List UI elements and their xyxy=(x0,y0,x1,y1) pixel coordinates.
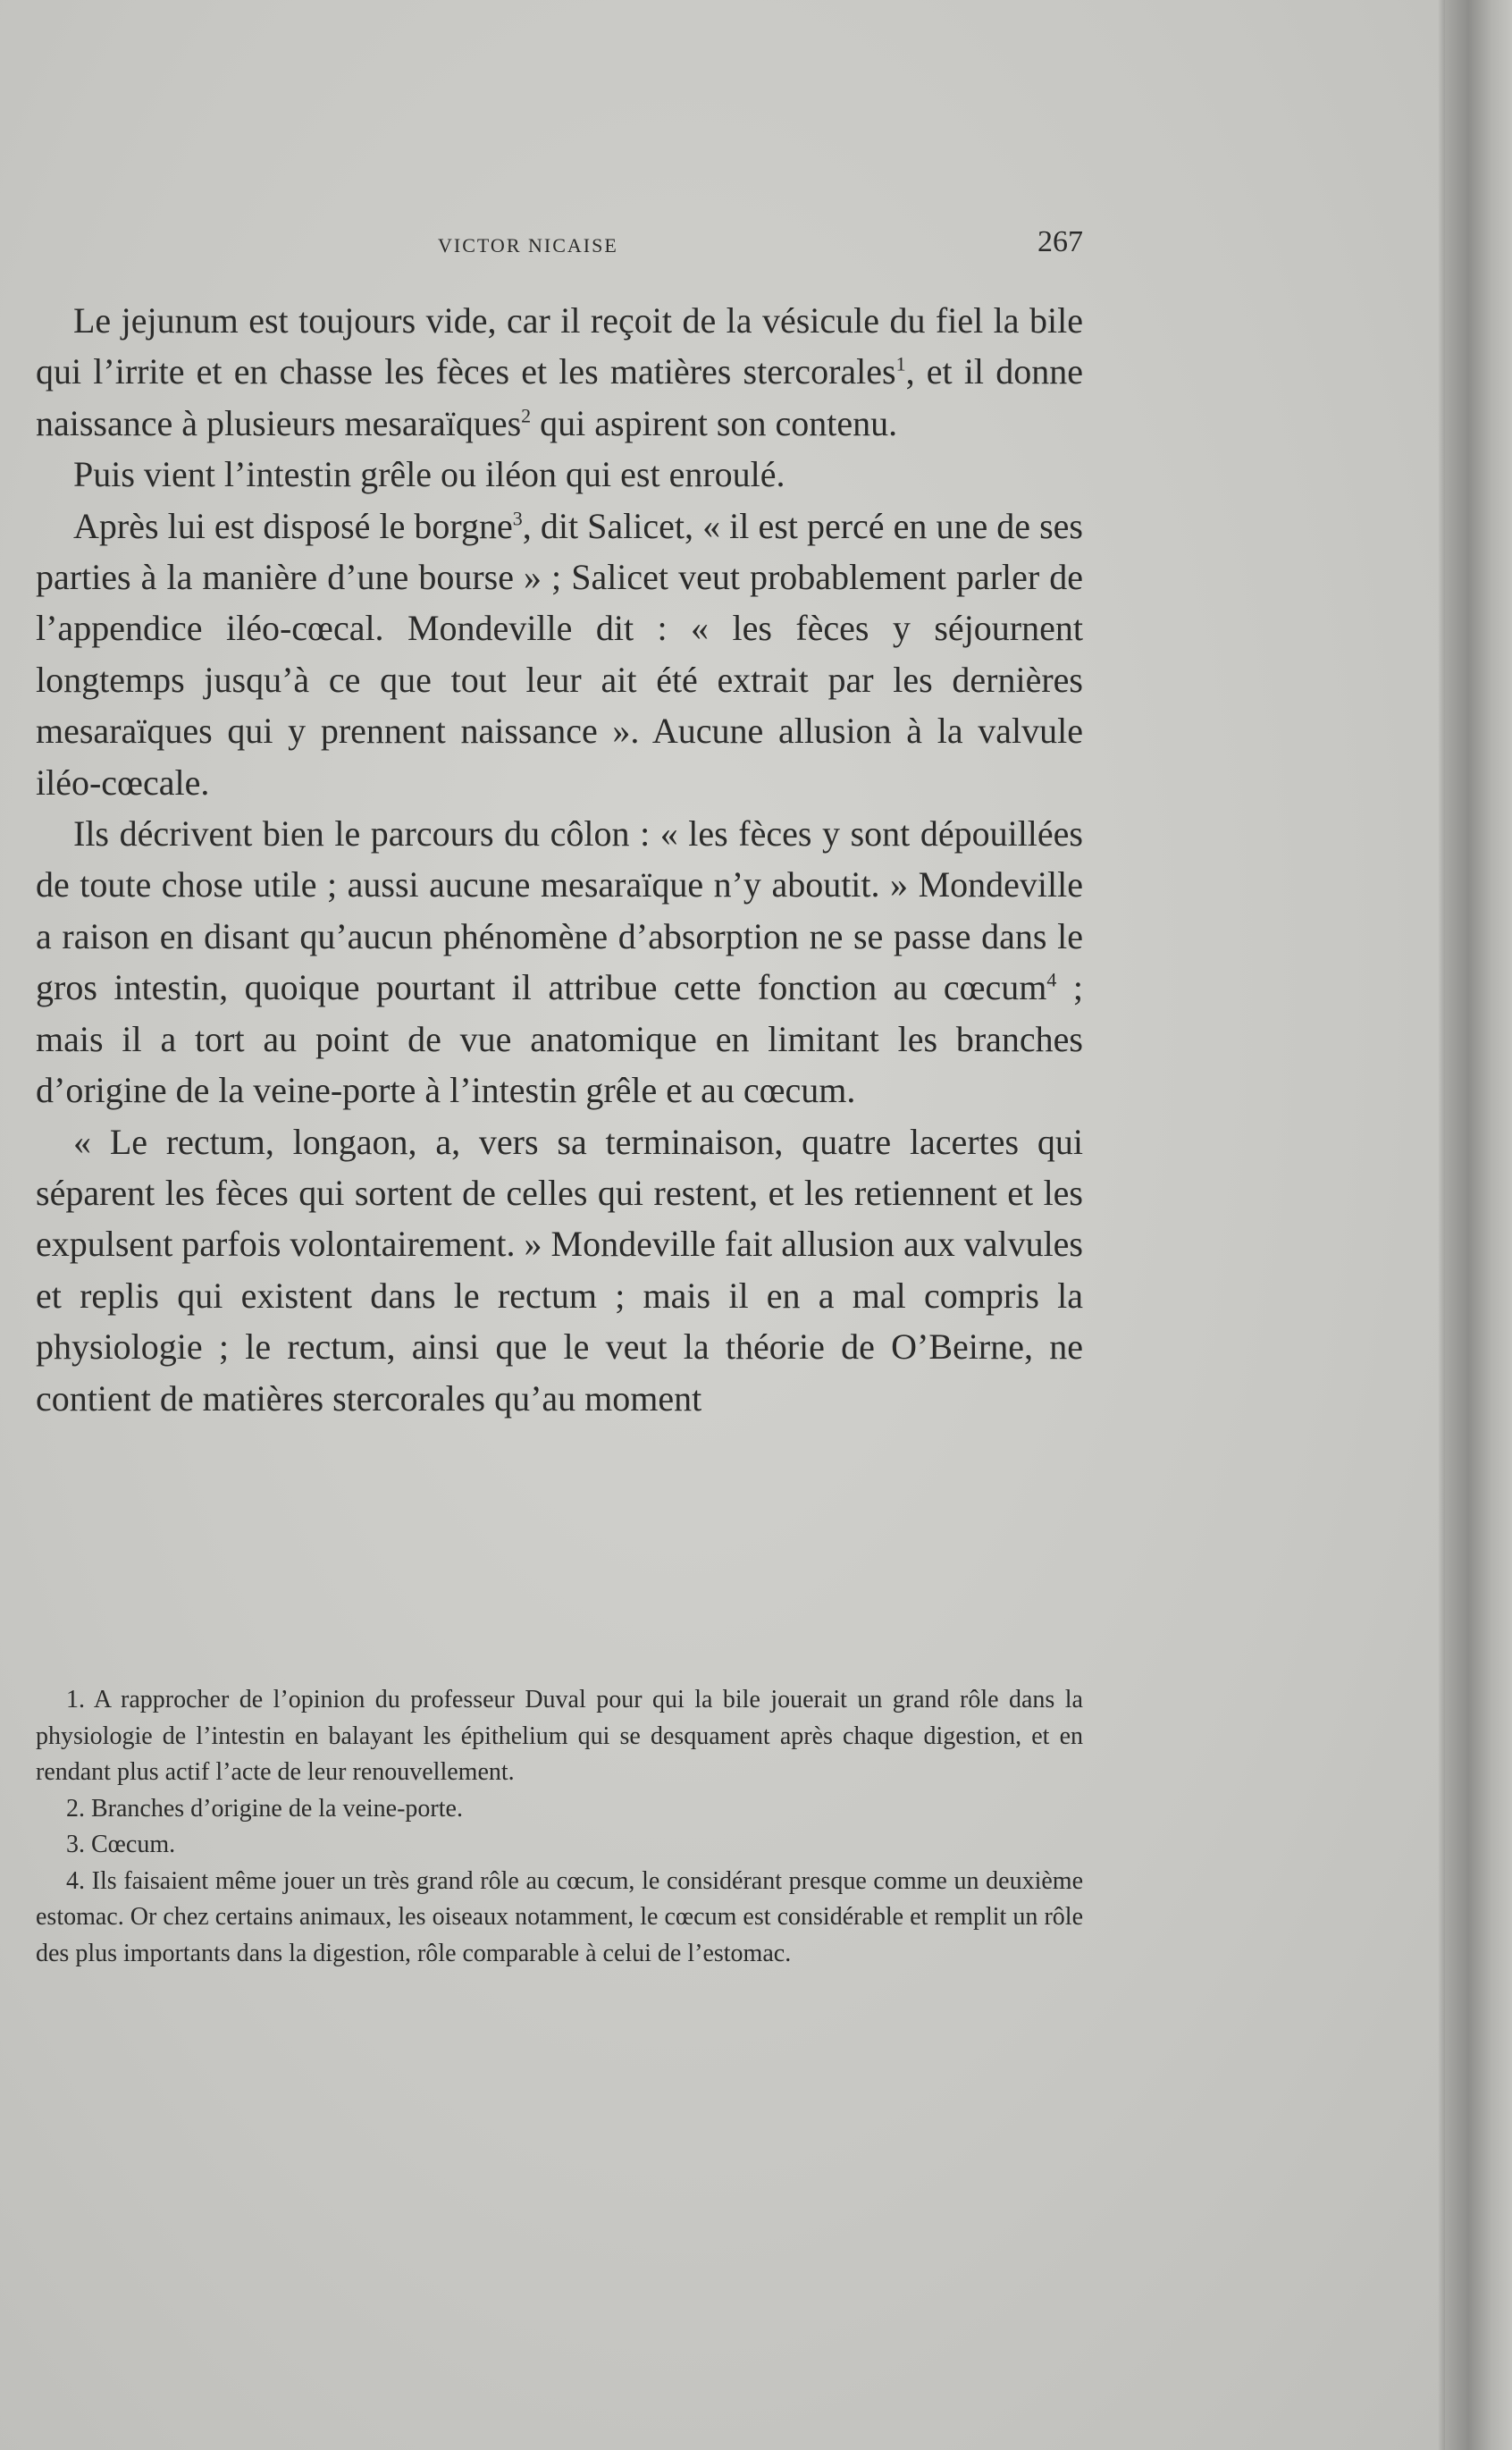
footnote-ref-3: 3 xyxy=(512,507,523,530)
paragraph-1-text-c: qui aspirent son contenu. xyxy=(531,402,898,443)
footnote-text: A rapprocher de l’opinion du professeur Duval pour qui la bile jouerait un grand rôle dans la physiologie de l’intestin en balayant les épithelium qui se desquament après chaque digestion, et en rendant plus actif l’acte de leur renouvellement. xyxy=(36,1686,1083,1786)
footnote-text: Cœcum. xyxy=(91,1831,176,1858)
page-number: 267 xyxy=(1037,225,1083,258)
footnote-ref-4: 4 xyxy=(1046,968,1057,991)
footnotes xyxy=(36,1682,1083,1972)
paragraph-3 xyxy=(36,501,1083,808)
footnote-text: Branches d’origine de la veine-porte. xyxy=(91,1794,463,1823)
paragraph-4-text-b: ; mais il a tort au point de vue anatomique en limitant les branches d’origine de la veine-porte à l’intestin grêle et au cœcum. xyxy=(36,967,1083,1111)
book-spine xyxy=(1445,0,1512,2450)
paragraph-4 xyxy=(36,808,1083,1116)
footnote-1 xyxy=(36,1682,1083,1791)
paragraph-1-text-a: Le jejunum est toujours vide, car il reçoit de la vésicule du fiel la bile qui l’irrite et en chasse les fèces et les matières stercorales xyxy=(36,300,1083,392)
paragraph-2: Puis vient l’intestin grêle ou iléon qui est enroulé. xyxy=(73,454,785,495)
footnote-number: 3. xyxy=(66,1831,85,1858)
footnote-text: Ils faisaient même jouer un très grand rôle au cœcum, le considérant presque comme un deuxième estomac. Or chez certains animaux, les oiseaux notamment, le cœcum est considérable et remplit un rôle des plus importants dans la digestion, rôle comparable à celui de l’estomac. xyxy=(36,1866,1084,1967)
paragraph-3-text-b: , dit Salicet, « il est percé en une de ses parties à la manière d’une bourse » ; Salicet veut probablement parler de l’appendice iléo-cœcal. Mondeville dit : « les fèces y séjournent longtemps jusqu’à ce que tout leur ait été extrait par les dernières mesaraïques qui y prennent naissance ». Aucune allusion à la valvule iléo-cœcale. xyxy=(36,505,1083,803)
footnote-3 xyxy=(36,1827,1083,1864)
paragraph-3-text-a: Après lui est disposé le borgne xyxy=(73,505,513,546)
footnote-4 xyxy=(36,1864,1083,1973)
page-gutter-shadow xyxy=(1438,0,1445,2450)
paragraph-4-text-a: Ils décrivent bien le parcours du côlon : « les fèces y sont dépouillées de toute chose utile ; aussi aucune mesaraïque n’y aboutit. » Mondeville a raison en disant qu’aucun phénomène d’absorption ne se passe dans le gros intestin, quoique pourtant il attribue cette fonction au cœcum xyxy=(36,813,1083,1008)
footnote-number: 1. xyxy=(66,1686,85,1713)
footnote-number: 4. xyxy=(66,1866,85,1895)
running-head xyxy=(36,225,1083,261)
paragraph-1-text-b: , et il donne naissance à plusieurs mesaraïques xyxy=(36,351,1083,443)
paragraph-5: « Le rectum, longaon, a, vers sa terminaison, quatre lacertes qui séparent les fèces qui sortent de celles qui restent, et les retiennent et les expulsent parfois volontairement. » Mondeville fait allusion aux valvules et replis qui existent dans le rectum ; mais il en a mal compris la physiologie ; le rectum, ainsi que le veut la théorie de O’Beirne, ne contient de matières stercorales qu’au moment xyxy=(36,1121,1083,1419)
paragraph-1 xyxy=(36,295,1083,449)
footnote-2 xyxy=(36,1791,1083,1828)
main-text xyxy=(36,295,1083,1424)
running-head-author: VICTOR NICAISE xyxy=(438,234,618,257)
footnote-ref-2: 2 xyxy=(521,404,532,427)
footnote-ref-1: 1 xyxy=(895,353,906,376)
footnote-number: 2. xyxy=(66,1794,85,1823)
